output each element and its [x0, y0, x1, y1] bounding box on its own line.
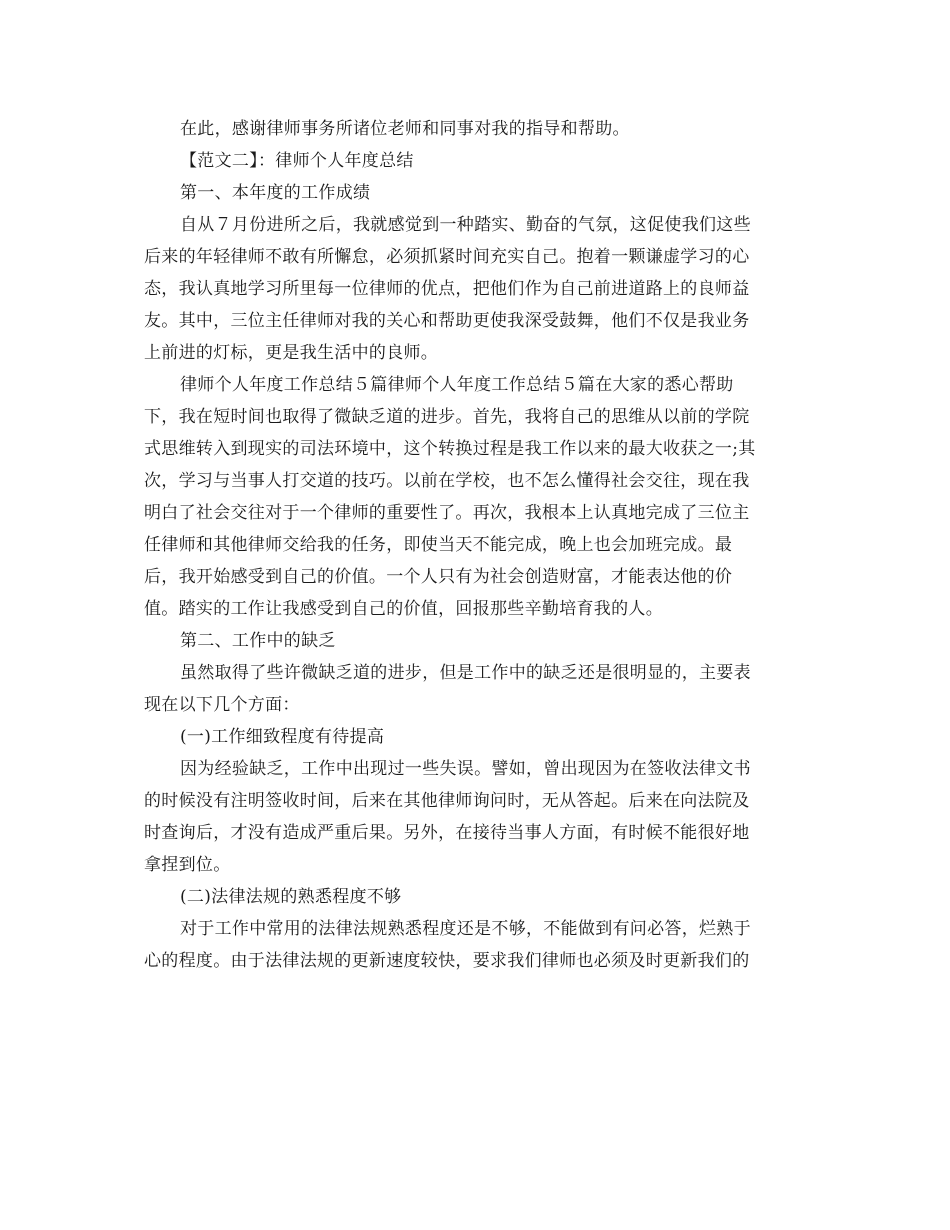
- text-line: 时查询后，才没有造成严重后果。另外，在接待当事人方面，有时候不能很好地: [144, 823, 750, 843]
- section-heading-achievements: [144, 177, 804, 209]
- text-line: 对于工作中常用的法律法规熟悉程度还是不够，不能做到有问必答，烂熟于: [180, 919, 751, 939]
- text-line: 下，我在短时间也取得了微缺乏道的进步。首先，我将自己的思维从以前的学院: [144, 407, 750, 427]
- text-line: 在此，感谢律师事务所诸位老师和同事对我的指导和帮助。: [180, 119, 630, 139]
- text-line: 现在以下几个方面：: [144, 695, 300, 715]
- text-line: (二)法律法规的熟悉程度不够: [180, 887, 402, 907]
- paragraph-thanks: [144, 113, 804, 145]
- subheading-detail: [144, 721, 804, 753]
- text-line: 友。其中，三位主任律师对我的关心和帮助更使我深受鼓舞，他们不仅是我业务: [144, 311, 750, 331]
- section-heading-shortcomings: [144, 625, 804, 657]
- text-line: (一)工作细致程度有待提高: [180, 727, 385, 747]
- text-line: 律师个人年度工作总结５篇律师个人年度工作总结５篇在大家的悉心帮助: [180, 375, 734, 395]
- text-line: 值。踏实的工作让我感受到自己的价值，回报那些辛勤培育我的人。: [144, 599, 663, 619]
- text-line: 明白了社会交往对于一个律师的重要性了。再次，我根本上认真地完成了三位主: [144, 503, 750, 523]
- subheading-regulations: [144, 881, 804, 913]
- paragraph-since-july: [144, 209, 804, 369]
- paragraph-progress: [144, 369, 804, 625]
- text-line: 因为经验缺乏，工作中出现过一些失误。譬如，曾出现因为在签收法律文书: [180, 759, 751, 779]
- text-line: 【范文二】：律师个人年度总结: [180, 151, 414, 171]
- text-line: 的时候没有注明签收时间，后来在其他律师询问时，无从答起。后来在向法院及: [144, 791, 750, 811]
- document-body: [144, 113, 804, 977]
- paragraph-regulations: [144, 913, 804, 977]
- text-line: 式思维转入到现实的司法环境中，这个转换过程是我工作以来的最大收获之一;其: [144, 439, 756, 459]
- text-line: 虽然取得了些许微缺乏道的进步，但是工作中的缺乏还是很明显的，主要表: [180, 663, 751, 683]
- text-line: 上前进的灯标，更是我生活中的良师。: [144, 343, 439, 363]
- section-heading-sample-two: [144, 145, 804, 177]
- text-line: 自从７月份进所之后，我就感觉到一种踏实、勤奋的气氛，这促使我们这些: [180, 215, 751, 235]
- text-line: 第二、工作中的缺乏: [180, 631, 336, 651]
- text-line: 心的程度。由于法律法规的更新速度较快，要求我们律师也必须及时更新我们的: [144, 951, 750, 971]
- text-line: 任律师和其他律师交给我的任务，即使当天不能完成，晚上也会加班完成。最: [144, 535, 733, 555]
- paragraph-experience: [144, 753, 804, 881]
- text-line: 拿捏到位。: [144, 855, 231, 875]
- text-line: 后来的年轻律师不敢有所懈怠，必须抓紧时间充实自己。抱着一颗谦虚学习的心: [144, 247, 750, 267]
- text-line: 第一、本年度的工作成绩: [180, 183, 371, 203]
- text-line: 态，我认真地学习所里每一位律师的优点，把他们作为自己前进道路上的良师益: [144, 279, 750, 299]
- text-line: 后，我开始感受到自己的价值。一个人只有为社会创造财富，才能表达他的价: [144, 567, 733, 587]
- paragraph-shortcomings-intro: [144, 657, 804, 721]
- text-line: 次，学习与当事人打交道的技巧。以前在学校，也不怎么懂得社会交往，现在我: [144, 471, 750, 491]
